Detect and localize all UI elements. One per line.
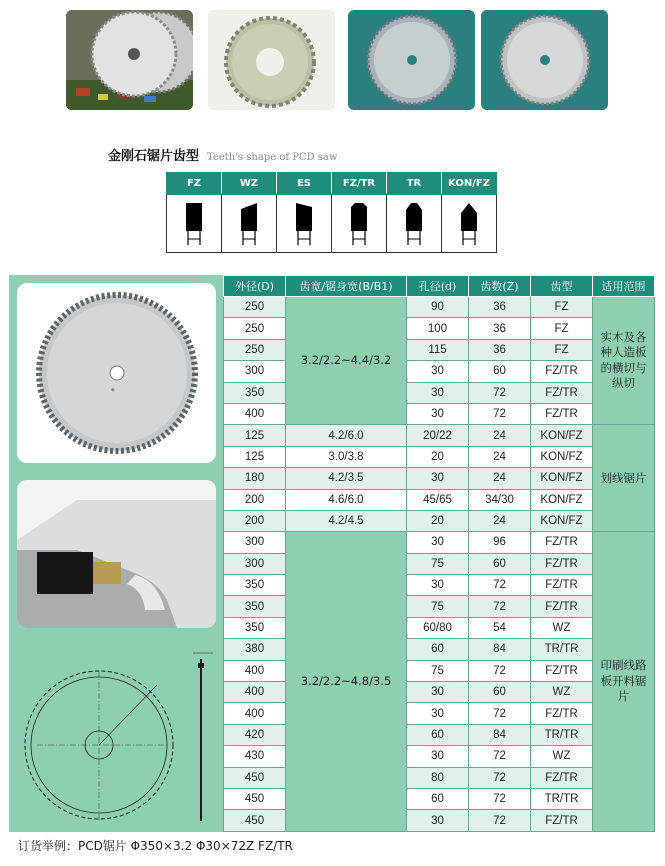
cell-bore: 90 [407,297,469,318]
cell-teeth: 72 [469,788,531,809]
cell-outer-diameter: 450 [224,788,286,809]
cell-teeth: 34/30 [469,489,531,510]
cell-outer-diameter: 200 [224,510,286,531]
cell-teeth: 54 [469,617,531,638]
teeth-shape-heading [108,145,337,164]
heading-chinese: 金刚石锯片齿型 [108,149,200,164]
cell-bore: 60 [407,788,469,809]
cell-teeth: 72 [469,575,531,596]
tooth-type-header: KON/FZ [442,173,497,195]
svg-text:◈: ◈ [111,387,115,393]
cell-teeth: 72 [469,403,531,424]
cell-teeth: 72 [469,810,531,831]
cell-teeth: 36 [469,318,531,339]
cell-tooth-type: FZ/TR [531,403,593,424]
cell-width: 4.2/6.0 [286,425,407,446]
cell-teeth: 60 [469,682,531,703]
product-photo-3 [348,10,475,110]
cell-tooth-type: FZ/TR [531,810,593,831]
cell-bore: 75 [407,553,469,574]
cell-teeth: 24 [469,510,531,531]
cell-tooth-type: FZ/TR [531,767,593,788]
cell-tooth-type: KON/FZ [531,425,593,446]
cell-bore: 60 [407,639,469,660]
cell-teeth: 72 [469,660,531,681]
cell-teeth: 36 [469,297,531,318]
cell-bore: 80 [407,767,469,788]
cell-outer-diameter: 450 [224,767,286,788]
tooth-type-header: WZ [222,173,277,195]
cell-outer-diameter: 350 [224,382,286,403]
cell-outer-diameter: 350 [224,575,286,596]
cell-bore: 30 [407,361,469,382]
cell-teeth: 72 [469,767,531,788]
cell-bore: 75 [407,660,469,681]
tooth-type-header: ES [277,173,332,195]
cell-tooth-type: FZ [531,297,593,318]
cell-outer-diameter: 300 [224,553,286,574]
cell-teeth: 36 [469,339,531,360]
table-row [224,510,655,531]
cell-teeth: 24 [469,425,531,446]
cell-application-3: 印刷线路板开料锯片 [593,532,655,831]
cell-bore: 20 [407,510,469,531]
cell-tooth-type: WZ [531,682,593,703]
tooth-shape-wz [222,195,277,253]
cell-tooth-type: FZ/TR [531,382,593,403]
cell-teeth: 96 [469,532,531,553]
cell-tooth-type: WZ [531,746,593,767]
cell-bore: 100 [407,318,469,339]
cell-outer-diameter: 400 [224,660,286,681]
cell-width: 4.2/4.5 [286,510,407,531]
header-tooth-body-width: 齿宽/锯身宽(B/B1) [286,276,407,297]
header-tooth-type: 齿型 [531,276,593,297]
cell-bore: 30 [407,682,469,703]
product-photo-2 [208,10,335,110]
table-row [224,532,655,553]
cell-bore: 30 [407,532,469,553]
product-photo-4 [481,10,608,110]
table-row [224,446,655,467]
cell-teeth: 60 [469,553,531,574]
cell-bore: 20/22 [407,425,469,446]
cell-bore: 30 [407,382,469,403]
tooth-shape-fz [167,195,222,253]
cell-width-group-3: 3.2/2.2~4.8/3.5 [286,532,407,831]
cell-teeth: 72 [469,746,531,767]
cell-tooth-type: FZ/TR [531,660,593,681]
cell-outer-diameter: 430 [224,746,286,767]
cell-outer-diameter: 350 [224,596,286,617]
teeth-shape-table [166,172,497,253]
spec-table [223,275,655,832]
header-bore-diameter: 孔径(d) [407,276,469,297]
heading-english: Teeth's shape of PCD saw [207,152,338,163]
tooth-shape-es [277,195,332,253]
cell-tooth-type: FZ/TR [531,575,593,596]
order-example: 订货举例：PCD锯片 Φ350×3.2 Φ30×72Z FZ/TR [18,839,293,853]
cell-tooth-type: FZ [531,339,593,360]
cell-tooth-type: FZ/TR [531,596,593,617]
cell-bore: 30 [407,403,469,424]
cell-width: 4.6/6.0 [286,489,407,510]
cell-bore: 75 [407,596,469,617]
cell-tooth-type: WZ [531,617,593,638]
cell-width-group-1: 3.2/2.2~4.4/3.2 [286,297,407,425]
cell-tooth-type: FZ [531,318,593,339]
cell-outer-diameter: 125 [224,446,286,467]
tooth-type-header: TR [387,173,442,195]
cell-bore: 60/80 [407,617,469,638]
cell-tooth-type: TR/TR [531,639,593,660]
cell-width: 4.2/3.5 [286,468,407,489]
cell-outer-diameter: 200 [224,489,286,510]
cell-bore: 60 [407,724,469,745]
header-tooth-count: 齿数(Z) [469,276,531,297]
header-application: 适用范围 [593,276,655,297]
table-row [224,468,655,489]
cell-outer-diameter: 180 [224,468,286,489]
cell-bore: 20 [407,446,469,467]
tooth-shape-fz-tr [332,195,387,253]
cell-outer-diameter: 420 [224,724,286,745]
cell-outer-diameter: 350 [224,617,286,638]
cell-tooth-type: KON/FZ [531,489,593,510]
product-photo-1 [66,10,193,110]
cell-width: 3.0/3.8 [286,446,407,467]
header-outer-diameter: 外径(D) [224,276,286,297]
cell-bore: 115 [407,339,469,360]
cell-bore: 30 [407,746,469,767]
cell-outer-diameter: 450 [224,810,286,831]
cell-bore: 30 [407,703,469,724]
cell-application-2: 划线锯片 [593,425,655,532]
table-row [224,425,655,446]
table-row [224,297,655,318]
cell-outer-diameter: 300 [224,361,286,382]
cell-bore: 30 [407,468,469,489]
cell-teeth: 72 [469,703,531,724]
cell-outer-diameter: 380 [224,639,286,660]
cell-tooth-type: KON/FZ [531,446,593,467]
cell-outer-diameter: 300 [224,532,286,553]
tooth-shape-kon-fz [442,195,497,253]
cell-outer-diameter: 250 [224,297,286,318]
cell-outer-diameter: 125 [224,425,286,446]
table-row [224,489,655,510]
cell-teeth: 24 [469,468,531,489]
cell-teeth: 72 [469,382,531,403]
cell-tooth-type: FZ/TR [531,532,593,553]
cell-application-1: 实木及各种人造板的横切与纵切 [593,297,655,425]
cell-outer-diameter: 400 [224,682,286,703]
cell-bore: 30 [407,810,469,831]
cell-tooth-type: KON/FZ [531,468,593,489]
cell-teeth: 84 [469,724,531,745]
cell-teeth: 60 [469,361,531,382]
cell-outer-diameter: 400 [224,703,286,724]
tooth-type-header: FZ [167,173,222,195]
saw-blade-image [17,283,216,463]
cell-outer-diameter: 250 [224,339,286,360]
cell-tooth-type: TR/TR [531,788,593,809]
cell-tooth-type: KON/FZ [531,510,593,531]
saw-tooth-closeup-image [17,480,216,628]
saw-technical-drawing [17,645,216,827]
cell-teeth: 72 [469,596,531,617]
cell-outer-diameter: 250 [224,318,286,339]
tooth-type-header: FZ/TR [332,173,387,195]
cell-tooth-type: FZ/TR [531,361,593,382]
cell-tooth-type: FZ/TR [531,553,593,574]
cell-bore: 30 [407,575,469,596]
cell-tooth-type: TR/TR [531,724,593,745]
cell-teeth: 24 [469,446,531,467]
cell-bore: 45/65 [407,489,469,510]
tooth-shape-tr [387,195,442,253]
cell-tooth-type: FZ/TR [531,703,593,724]
cell-teeth: 84 [469,639,531,660]
cell-outer-diameter: 400 [224,403,286,424]
